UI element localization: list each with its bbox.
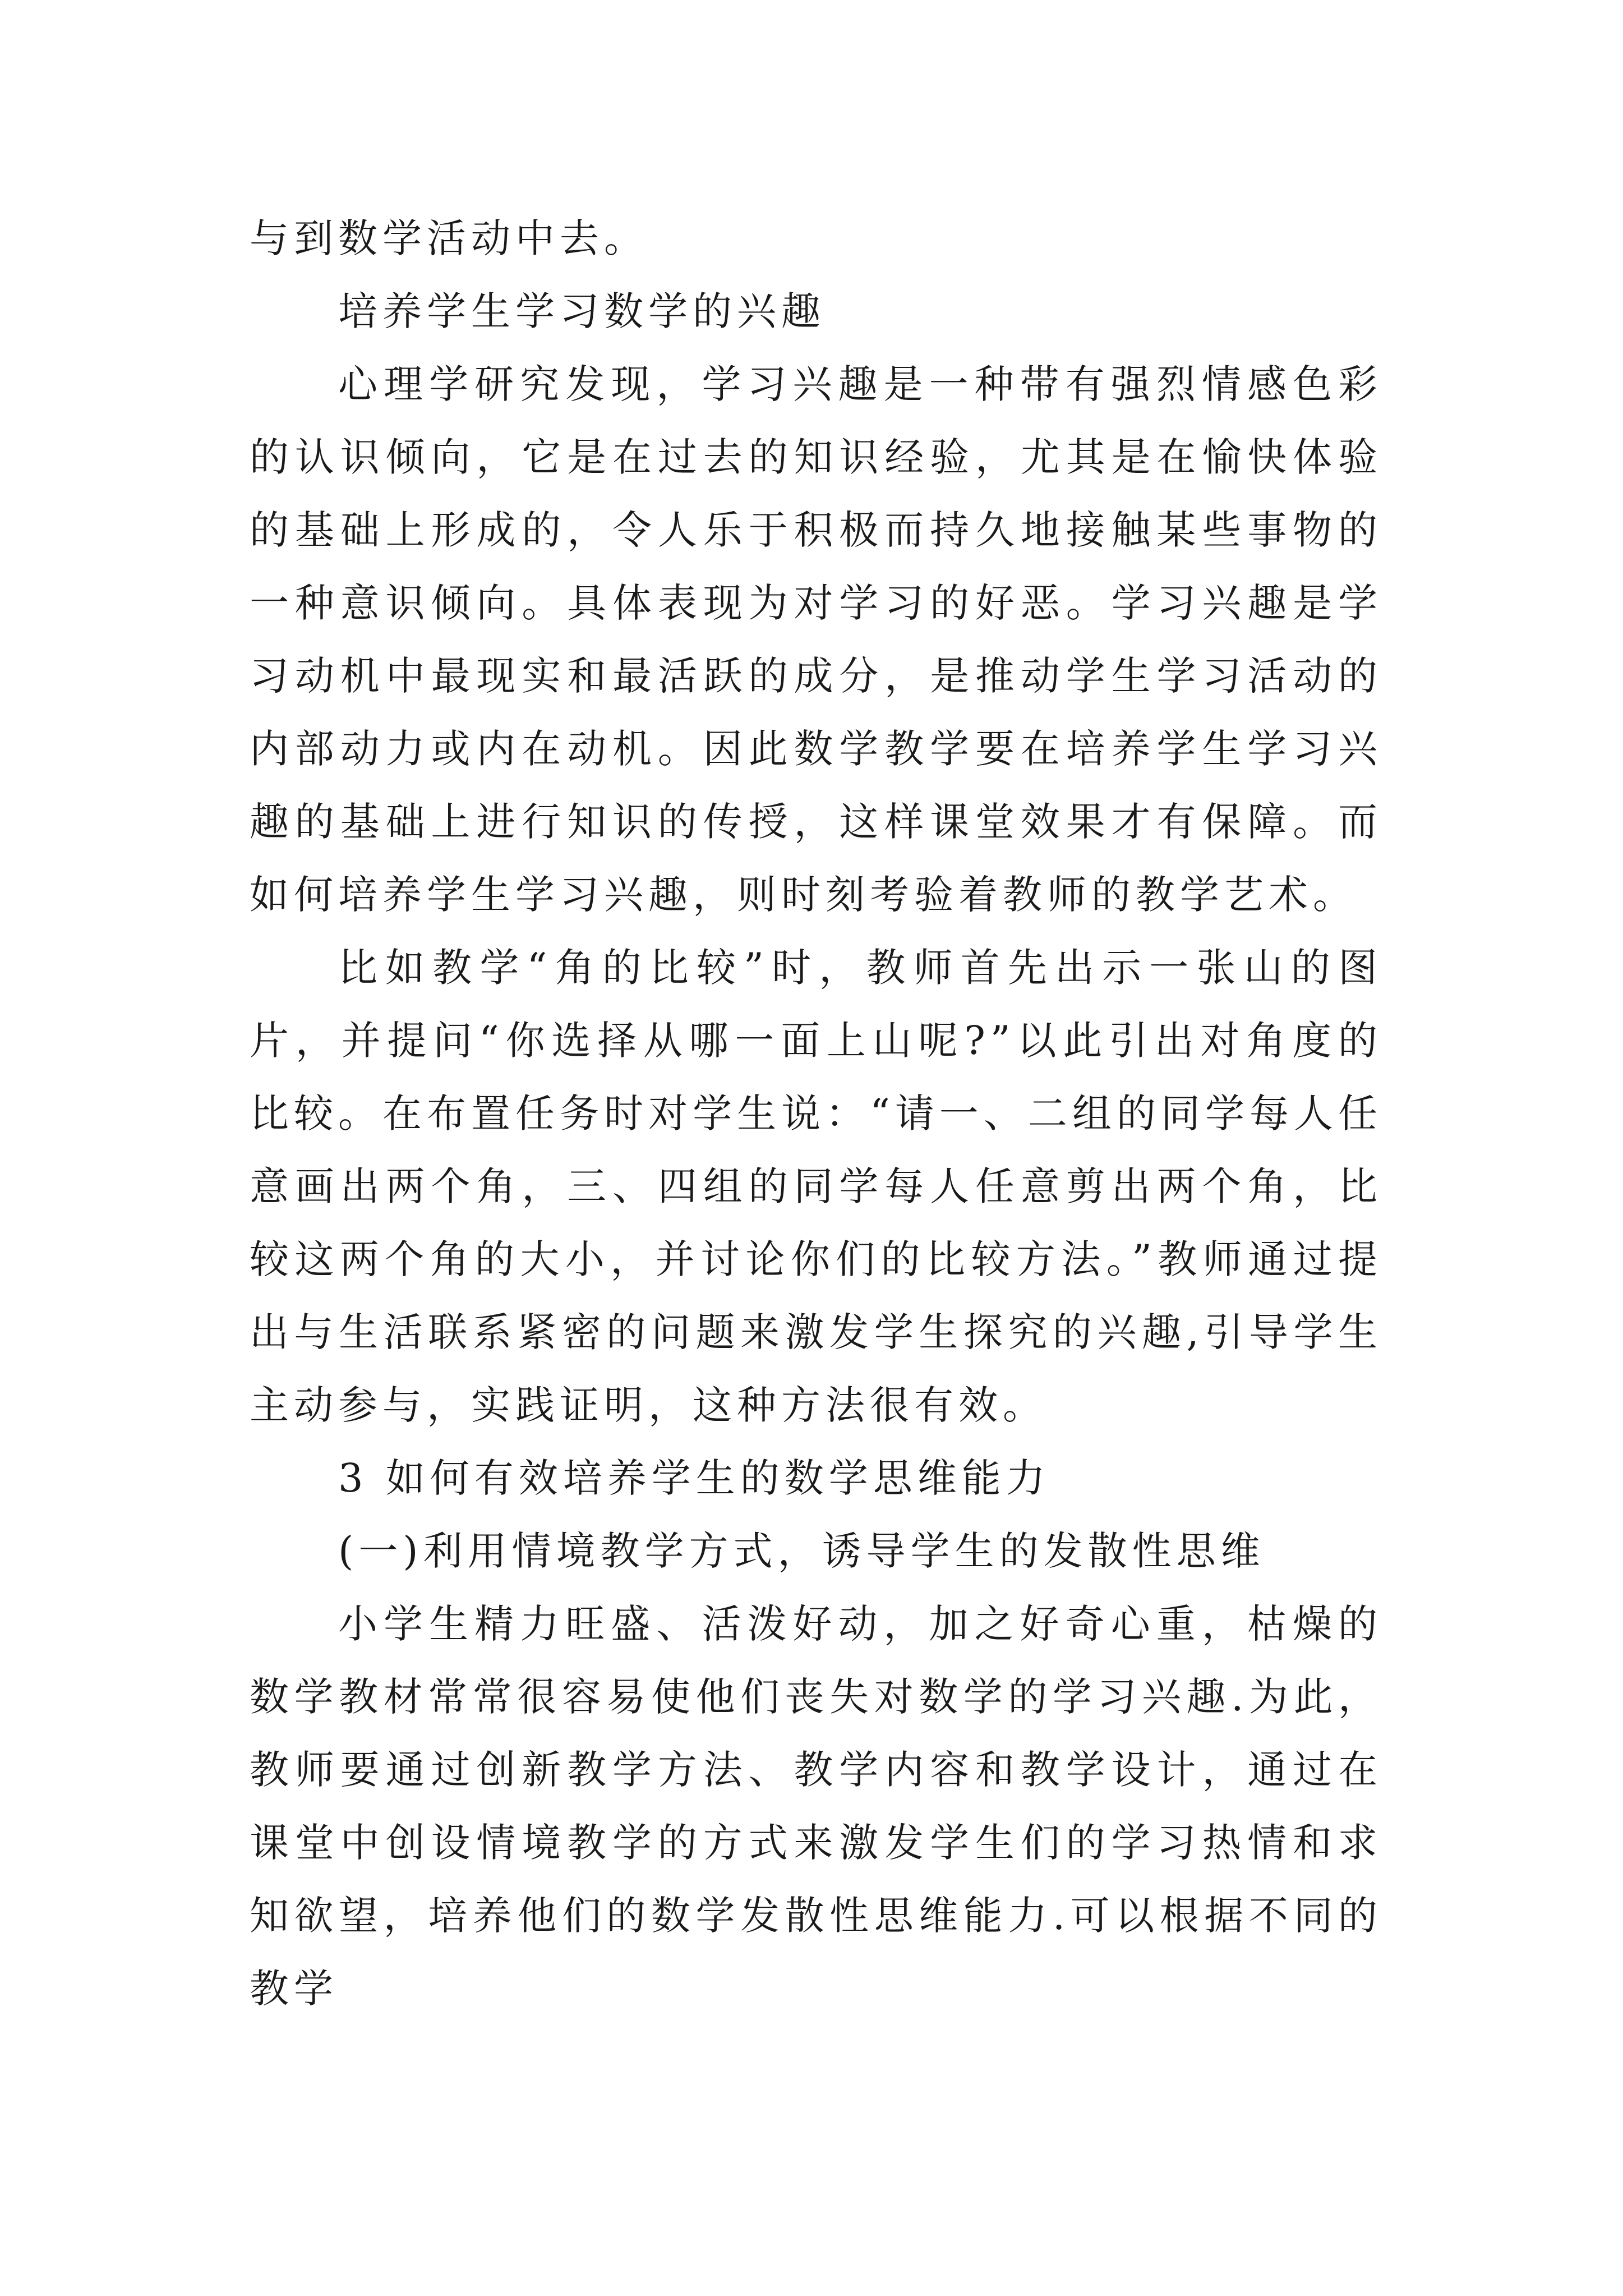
subsection-heading-1: (一)利用情境教学方式，诱导学生的发散性思维 bbox=[338, 1528, 1265, 1574]
paragraph-1: 与到数学活动中去。 bbox=[250, 215, 648, 261]
paragraph-7: 小学生精力旺盛、活泼好动，加之好奇心重，枯燥的数学教材常常很容易使他们丧失对数学的学习兴趣.为此，教师要通过创新教学方法、教学内容和教学设计，通过在课堂中创设情境教学的方式来激发学生们的学习热情和求知欲望，培养他们的数学发散性思维能力.可以根据不同的教学 bbox=[250, 1601, 1382, 2012]
section-heading-interest: 培养学生学习数学的兴趣 bbox=[338, 288, 826, 334]
paragraph-4: 比如教学“角的比较”时，教师首先出示一张山的图片，并提问“你选择从哪一面上山呢?”以此引出对角度的比较。在布置任务时对学生说：“请一、二组的同学每人任意画出两个角，三、四组的同学每人任意剪出两个角，比较这两个角的大小，并讨论你们的比较方法。”教师通过提出与生活联系紧密的问题来激发学生探究的兴趣,引导学生主动参与，实践证明，这种方法很有效。 bbox=[250, 945, 1382, 1428]
document-body bbox=[250, 202, 1382, 2025]
section-heading-3: 3 如何有效培养学生的数学思维能力 bbox=[338, 1455, 1050, 1501]
paragraph-3: 心理学研究发现，学习兴趣是一种带有强烈情感色彩的认识倾向，它是在过去的知识经验，尤其是在愉快体验的基础上形成的，令人乐于积极而持久地接触某些事物的一种意识倾向。具体表现为对学习的好恶。学习兴趣是学习动机中最现实和最活跃的成分，是推动学生学习活动的内部动力或内在动机。因此数学教学要在培养学生学习兴趣的基础上进行知识的传授，这样课堂效果才有保障。而如何培养学生学习兴趣，则时刻考验着教师的教学艺术。 bbox=[250, 361, 1382, 918]
